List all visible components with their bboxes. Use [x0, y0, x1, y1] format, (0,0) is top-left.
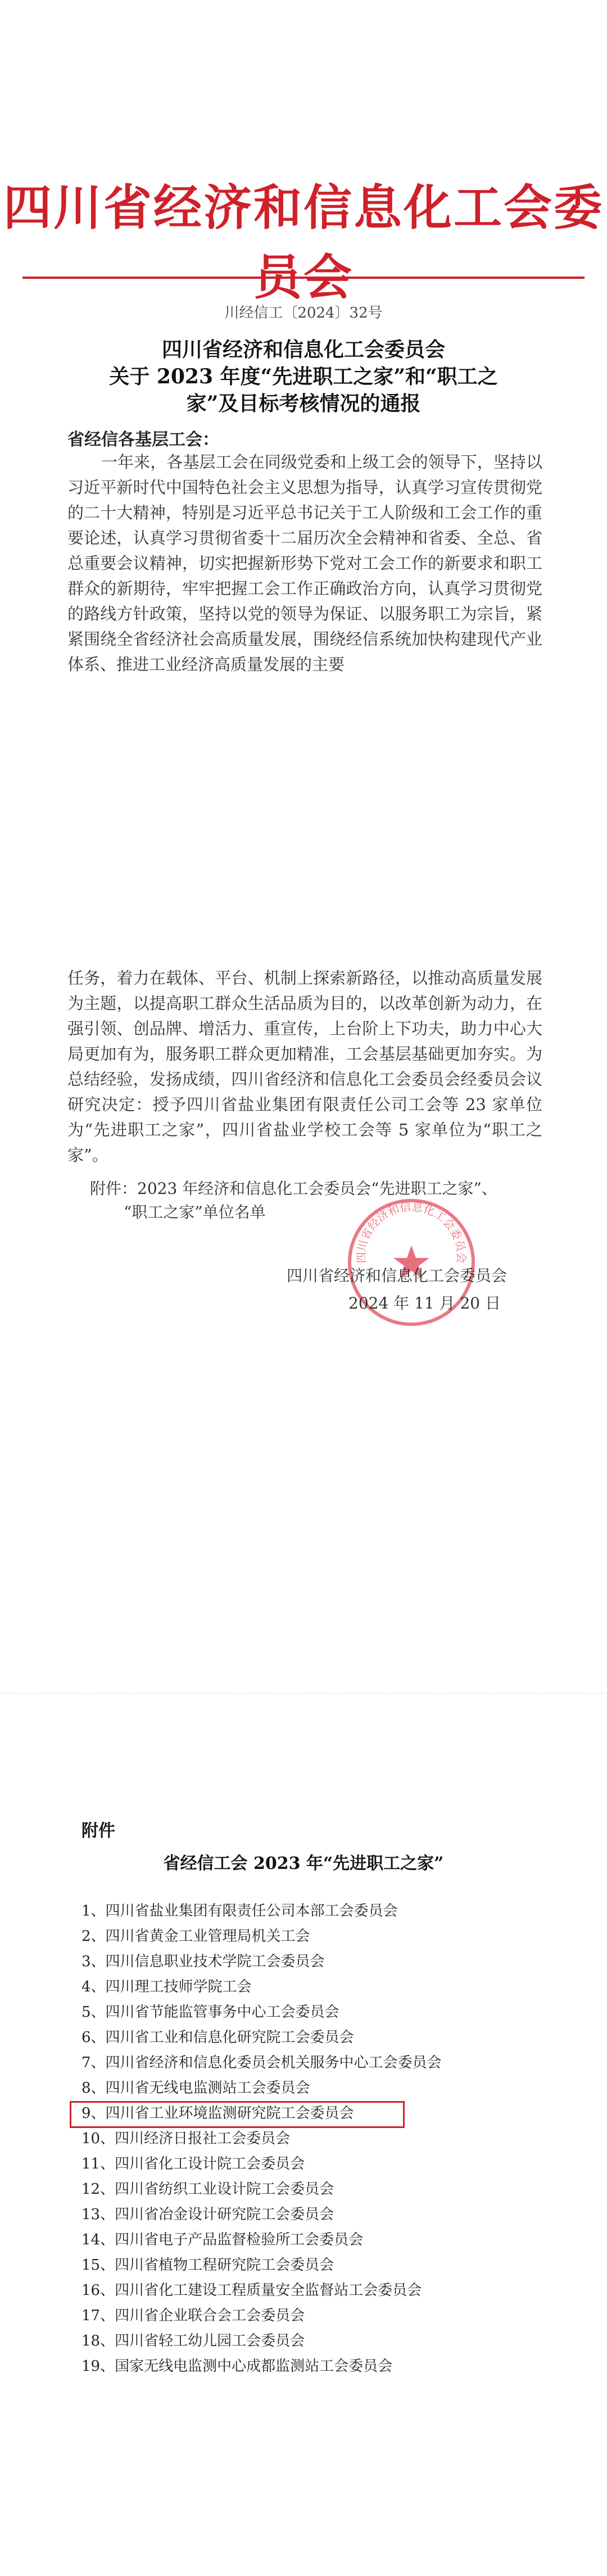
letterhead-red-rule	[22, 277, 585, 279]
list-item: 16、四川省化工建设工程质量安全监督站工会委员会	[81, 2282, 422, 2299]
list-item: 14、四川省电子产品监督检验所工会委员会	[81, 2231, 364, 2248]
body-paragraph-2: 任务，着力在载体、平台、机制上探索新路径，以推动高质量发展为主题，以提高职工群众生活品质为目的，以改革创新为动力，在强引领、创品牌、增活力、重宣传，上台阶上下功夫，助力中心大局更加有为，服务职工群众更加精准，工会基层基础更加夯实。为总结经验，发扬成绩，四川省经济和信息化工会委员会经委员会议研究决定：授予四川省盐业集团有限责任公司工会等 23 家单位为“先进职工之家”，四川省盐业学校工会等 5 家单位为“职工之家”。	[67, 968, 542, 1165]
appendix-title: 省经信工会 2023 年“先进职工之家”	[163, 1854, 444, 1873]
salutation: 省经信各基层工会：	[67, 430, 219, 450]
list-item: 2、四川省黄金工业管理局机关工会	[81, 1928, 310, 1945]
attachment-note-line-2: “职工之家”单位名单	[124, 1203, 266, 1221]
letterhead-org-name: 四川省经济和信息化工会委员会	[3, 179, 604, 306]
list-item: 19、国家无线电监测中心成都监测站工会委员会	[81, 2358, 393, 2375]
list-item: 18、四川省轻工幼儿园工会委员会	[81, 2333, 305, 2349]
list-item-highlighted: 9、四川省工业环境监测研究院工会委员会	[81, 2105, 354, 2122]
list-item: 17、四川省企业联合会工会委员会	[81, 2307, 305, 2324]
document-number: 川经信工〔2024〕32号	[224, 305, 383, 322]
list-item: 10、四川经济日报社工会委员会	[81, 2130, 291, 2147]
list-item: 1、四川省盐业集团有限责任公司本部工会委员会	[81, 1903, 398, 1919]
list-item: 8、四川省无线电监测站工会委员会	[81, 2080, 310, 2097]
document-title-line-1: 四川省经济和信息化工会委员会	[161, 338, 445, 361]
list-item: 4、四川理工技师学院工会	[81, 1979, 252, 1995]
body-paragraph-1: 一年来，各基层工会在同级党委和上级工会的领导下，坚持以习近平新时代中国特色社会主义思想为指导，认真学习宣传贯彻党的二十大精神，特别是习近平总书记关于工人阶级和工会工作的重要论述，认真学习贯彻省委十二届历次全会精神和省委、全总、省总重要会议精神，切实把握新形势下党对工会工作的新要求和职工群众的新期待，牢牢把握工会工作正确政治方向，认真学习贯彻党的路线方针政策，坚持以党的领导为保证、以服务职工为宗旨，紧紧围绕全省经济社会高质量发展，围绕经信系统加快构建现代产业体系、推进工业经济高质量发展的主要	[67, 452, 542, 674]
appendix-label: 附件	[81, 1821, 115, 1841]
document-title-line-3: 家”及目标考核情况的通报	[186, 392, 421, 415]
list-item: 5、四川省节能监管事务中心工会委员会	[81, 2004, 339, 2021]
list-item: 7、四川省经济和信息化委员会机关服务中心工会委员会	[81, 2054, 442, 2071]
appendix-list	[81, 1899, 565, 2379]
signature-date: 2024 年 11 月 20 日	[348, 1294, 501, 1312]
page-divider	[0, 1693, 607, 1694]
list-item: 3、四川信息职业技术学院工会委员会	[81, 1953, 325, 1970]
list-item: 13、四川省冶金设计研究院工会委员会	[81, 2206, 334, 2223]
list-item: 15、四川省植物工程研究院工会委员会	[81, 2257, 334, 2274]
document-title-line-2: 关于 2023 年度“先进职工之家”和“职工之	[109, 365, 498, 388]
list-item: 12、四川省纺织工业设计院工会委员会	[81, 2181, 334, 2198]
highlight-box	[70, 2101, 405, 2128]
svg-text:四川省经济和信息化工会委员会: 四川省经济和信息化工会委员会	[354, 1199, 469, 1264]
attachment-note-line-1: 附件：2023 年经济和信息化工会委员会“先进职工之家”、	[90, 1179, 497, 1198]
list-item: 11、四川省化工设计院工会委员会	[81, 2156, 305, 2172]
list-item: 6、四川省工业和信息化研究院工会委员会	[81, 2029, 354, 2046]
signature-organization: 四川省经济和信息化工会委员会	[287, 1266, 508, 1285]
